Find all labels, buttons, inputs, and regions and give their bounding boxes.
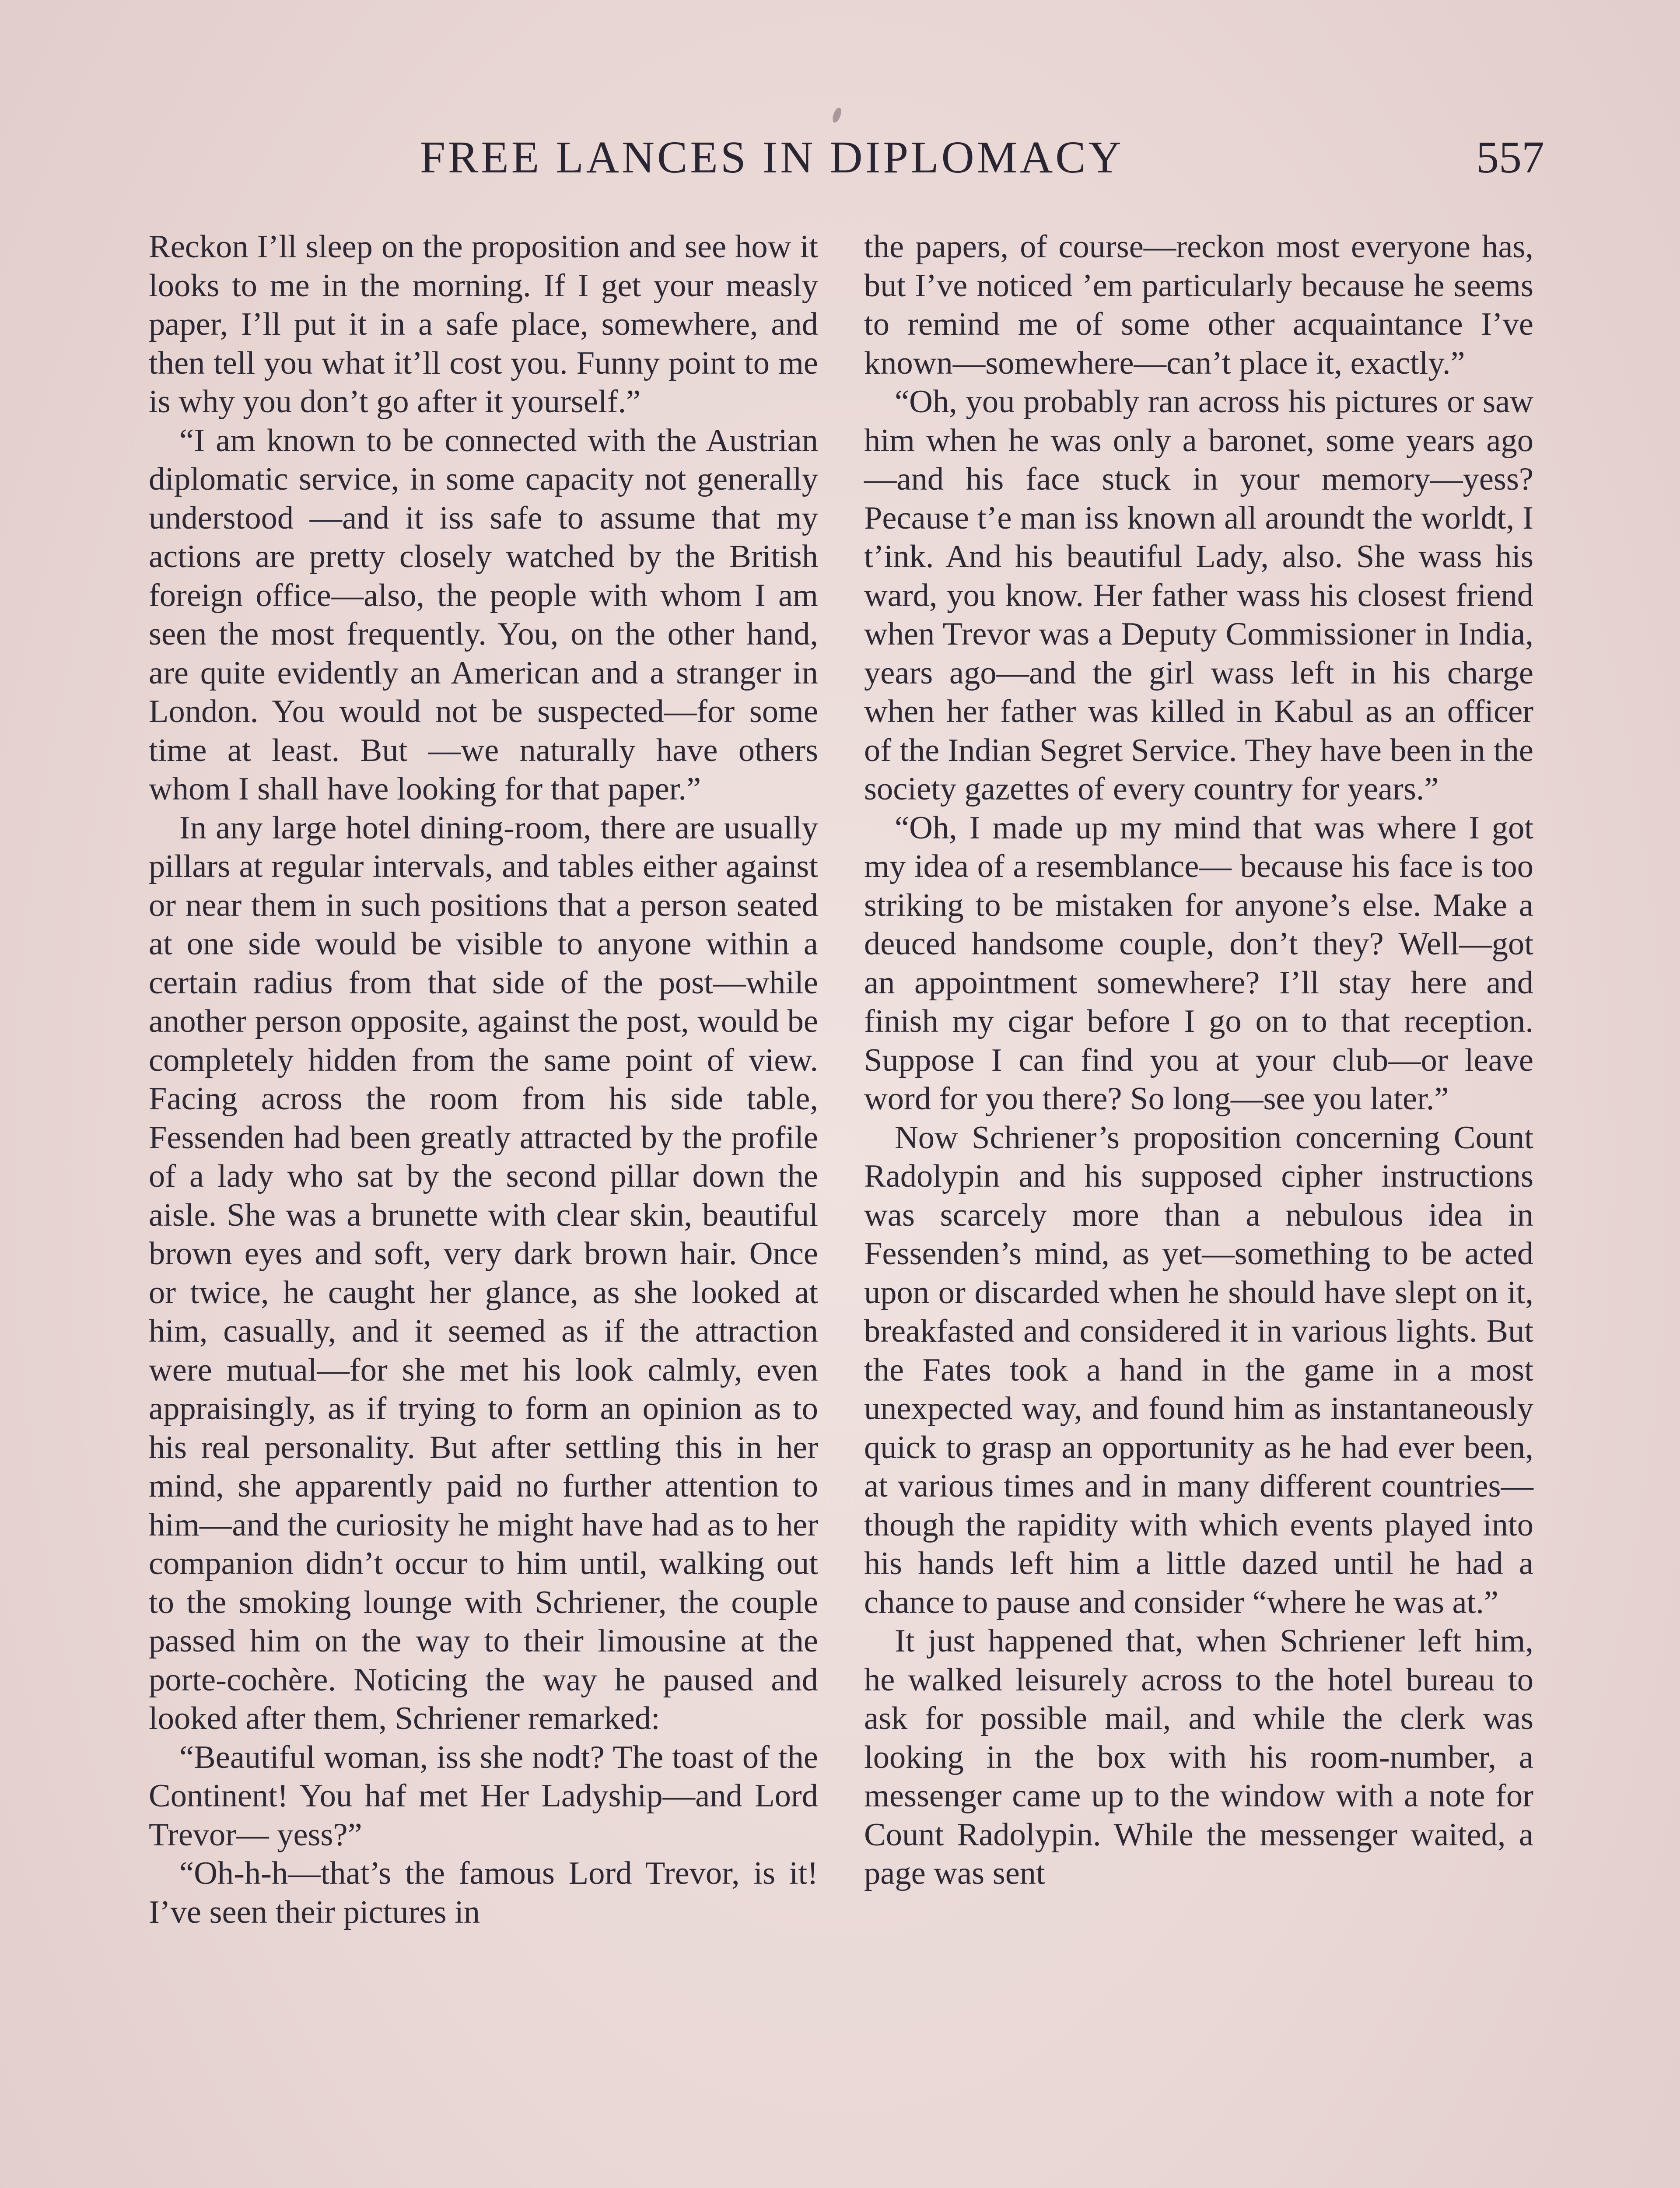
left-column <box>149 228 818 1932</box>
paragraph: “I am known to be connected with the Austrian diplomatic service, in some capacity not generally understood —and it iss safe to assume that my actions are pretty closely watched by the British foreign office—also, the people with whom I am seen the most frequently. You, on the other hand, are quite evidently an American and a stranger in London. You would not be suspected—for some time at least. But —we naturally have others whom I shall have looking for that paper.” <box>149 422 818 807</box>
paragraph: “Beautiful woman, iss she nodt? The toast of the Continent! You haf met Her Ladyship—and Lord Trevor— yess?” <box>149 1739 818 1853</box>
paragraph: In any large hotel dining-room, there are usually pillars at regular intervals, and tables either against or near them in such positions that a person seated at one side would be visible to anyone within a certain radius from that side of the post—while another person opposite, against the post, would be completely hidden from the same point of view. Facing across the room from his side table, Fessenden had been greatly attracted by the profile of a lady who sat by the second pillar down the aisle. She was a brunette with clear skin, beautiful brown eyes and soft, very dark brown hair. Once or twice, he caught her glance, as she looked at him, casually, and it seemed as if the attraction were mutual—for she met his look calmly, even appraisingly, as if trying to form an opinion as to his real personality. But after settling this in her mind, she apparently paid no further attention to him—and the curiosity he might have had as to her companion didn’t occur to him until, walking out to the smoking lounge with Schriener, the couple passed him on the way to their limousine at the porte-cochère. Noticing the way he paused and looked after them, Schriener remarked: <box>149 810 818 1736</box>
ink-smudge <box>831 106 843 123</box>
running-head <box>149 129 1544 186</box>
paragraph: Reckon I’ll sleep on the proposition and see how it looks to me in the morning. If I get your measly paper, I’ll put it in a safe place, somewhere, and then tell you what it’ll cost you. Funny point to me is why you don’t go after it yourself.” <box>149 229 818 420</box>
right-column <box>864 228 1533 1893</box>
paragraph: It just happened that, when Schriener left him, he walked leisurely across to the hotel bureau to ask for possible mail, and while the clerk was looking in the box with his room-number, a messenger came up to the window with a note for Count Radolypin. While the messenger waited, a page was sent <box>864 1623 1533 1891</box>
paragraph: “Oh-h-h—that’s the famous Lord Trevor, is it! I’ve seen their pictures in <box>149 1855 818 1930</box>
paragraph: “Oh, I made up my mind that was where I got my idea of a resemblance— because his face is too striking to be mistaken for anyone’s else. Make a deuced handsome couple, don’t they? Well—got an appointment somewhere? I’ll stay here and finish my cigar before I go on to that reception. Suppose I can find you at your club—or leave word for you there? So long—see you later.” <box>864 810 1533 1117</box>
page-number: 557 <box>1476 132 1544 182</box>
paragraph: “Oh, you probably ran across his pictures or saw him when he was only a baronet, some years ago—and his face stuck in your memory—yess? Pecause t’e man iss known all aroundt the worldt, I t’ink. And his beautiful Lady, also. She wass his ward, you know. Her father wass his closest friend when Trevor was a Deputy Commissioner in India, years ago—and the girl wass left in his charge when her father was killed in Kabul as an officer of the Indian Segret Service. They have been in the society gazettes of every country for years.” <box>864 384 1533 807</box>
paragraph: the papers, of course—reckon most everyone has, but I’ve noticed ’em particularly because he seems to remind me of some other acquaintance I’ve known—somewhere—can’t place it, exactly.” <box>864 229 1533 381</box>
paragraph: Now Schriener’s proposition concerning Count Radolypin and his supposed cipher instructions was scarcely more than a nebulous idea in Fessenden’s mind, as yet—something to be acted upon or discarded when he should have slept on it, breakfasted and considered it in various lights. But the Fates took a hand in the game in a most unexpected way, and found him as instantaneously quick to grasp an opportunity as he had ever been, at various times and in many different countries— though the rapidity with which events played into his hands left him a little dazed until he had a chance to pause and consider “where he was at.” <box>864 1119 1533 1620</box>
running-title: FREE LANCES IN DIPLOMACY <box>420 132 1124 182</box>
